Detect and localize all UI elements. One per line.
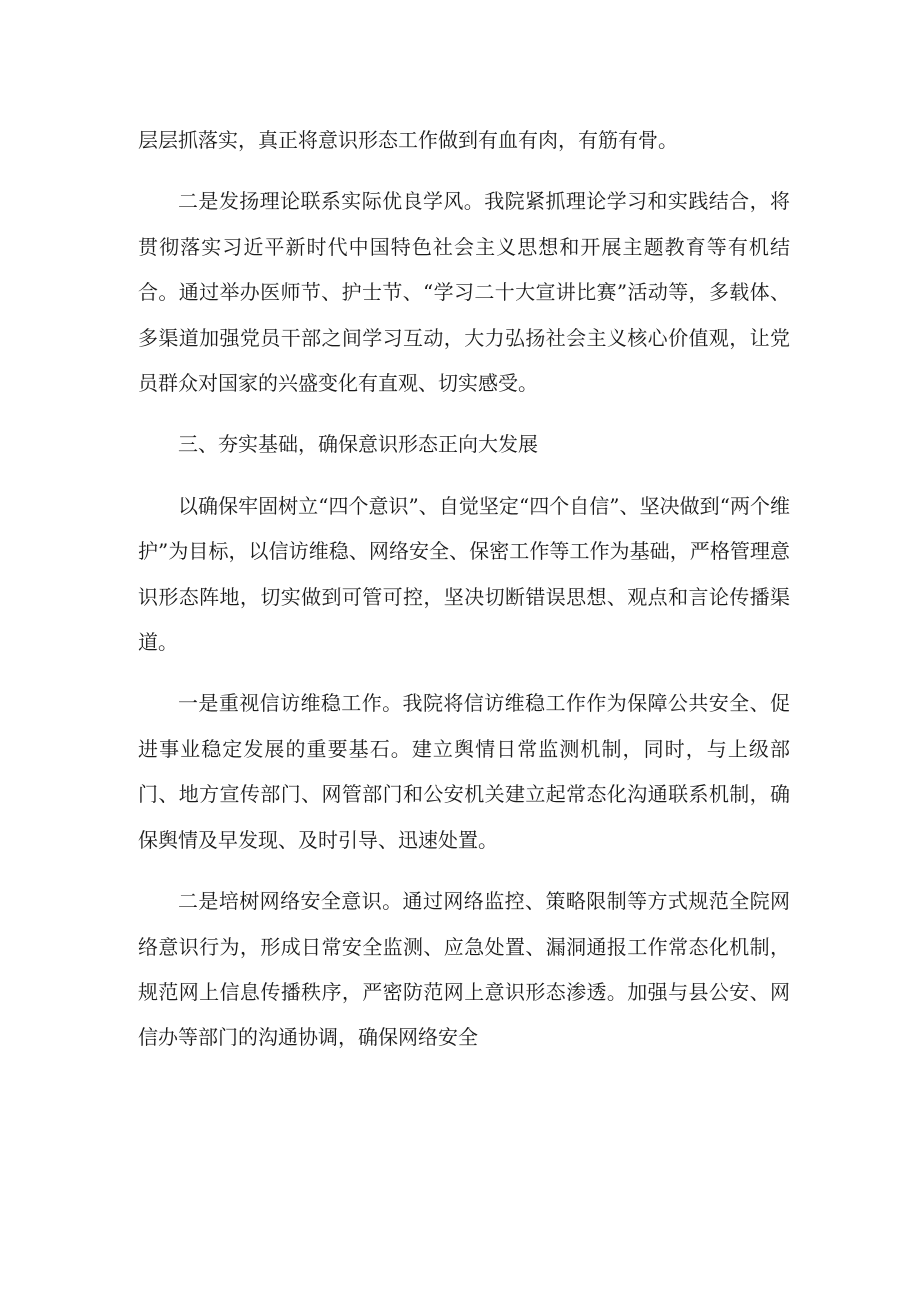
section-heading-foundation: 三、夯实基础，确保意识形态正向大发展 xyxy=(178,432,538,457)
paragraph-theory-practice: 二是发扬理论联系实际优良学风。我院紧抓理论学习和实践结合，将贯彻落实习近平新时代中国特色社会主义思想和开展主题教育等有机结合。通过举办医师节、护士节、“学习二十大宣讲比赛”活动等，多载体、多渠道加强党员干部之间学习互动，大力弘扬社会主义核心价值观，让党员群众对国家的兴盛变化有直观、切实感受。 xyxy=(138,189,790,396)
paragraph-petition-stability: 一是重视信访维稳工作。我院将信访维稳工作作为保障公共安全、促进事业稳定发展的重要基石。建立舆情日常监测机制，同时，与上级部门、地方宣传部门、网管部门和公安机关建立起常态化沟通联系机制，确保舆情及早发现、及时引导、迅速处置。 xyxy=(138,691,790,852)
paragraph-section-intro: 以确保牢固树立“四个意识”、自觉坚定“四个自信”、坚决做到“两个维护”为目标，以信访维稳、网络安全、保密工作等工作为基础，严格管理意识形态阵地，切实做到可管可控，坚决切断错误思想、观点和言论传播渠道。 xyxy=(138,493,790,655)
paragraph-continued: 层层抓落实，真正将意识形态工作做到有血有肉，有筋有骨。 xyxy=(138,128,678,152)
document-body xyxy=(138,118,790,1061)
paragraph-network-security: 二是培树网络安全意识。通过网络监控、策略限制等方式规范全院网络意识行为，形成日常安全监测、应急处置、漏洞通报工作常态化机制，规范网上信息传播秩序，严密防范网上意识形态渗透。加强与县公安、网信办等部门的沟通协调，确保网络安全 xyxy=(138,889,790,1050)
